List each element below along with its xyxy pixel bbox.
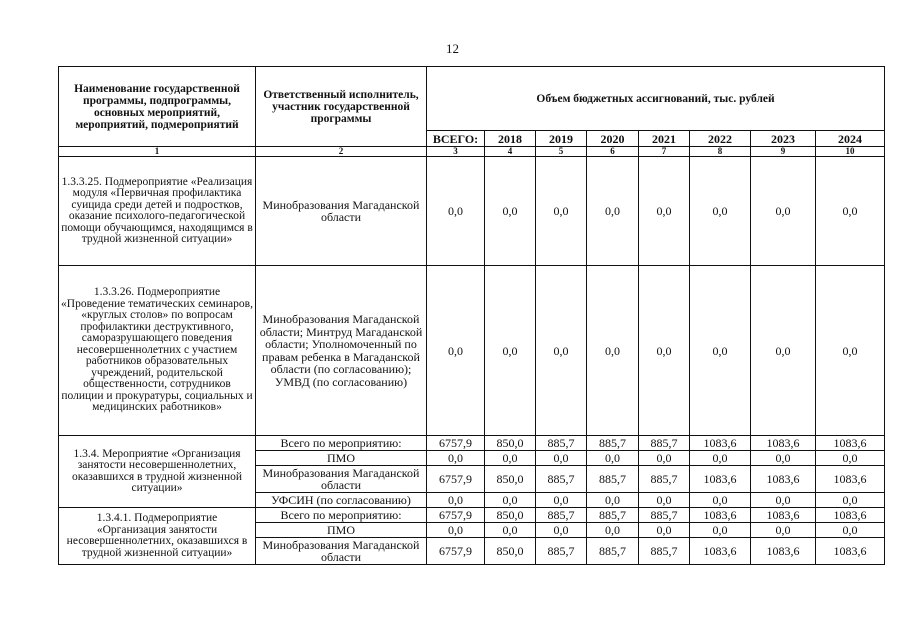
responsible-cell: УФСИН (по согласованию)	[256, 493, 427, 508]
year-value-cell: 0,0	[751, 493, 816, 508]
header-year: 2018	[485, 131, 536, 147]
year-value-cell: 0,0	[485, 266, 536, 436]
responsible-cell: Всего по мероприятию:	[256, 436, 427, 451]
table-row	[59, 266, 885, 436]
year-value-cell: 0,0	[639, 157, 690, 266]
year-value-cell: 0,0	[751, 266, 816, 436]
year-value-cell: 850,0	[485, 466, 536, 493]
year-value-cell: 0,0	[639, 451, 690, 466]
year-value-cell: 0,0	[690, 493, 751, 508]
responsible-cell: ПМО	[256, 451, 427, 466]
budget-table	[58, 66, 885, 565]
year-value-cell: 1083,6	[816, 538, 885, 565]
year-value-cell: 0,0	[751, 451, 816, 466]
year-value-cell: 1083,6	[690, 436, 751, 451]
year-value-cell: 885,7	[536, 466, 587, 493]
column-index: 7	[639, 147, 690, 157]
responsible-cell: Минобразования Магаданской области; Минтруд Магаданской области; Уполномоченный по правам ребенка в Магаданской области (по согласованию); УМВД (по согласованию)	[256, 266, 427, 436]
column-index: 6	[587, 147, 639, 157]
table-row	[59, 508, 885, 523]
year-value-cell: 0,0	[690, 451, 751, 466]
year-value-cell: 885,7	[587, 508, 639, 523]
header-name-column: Наименование государственной программы, подпрограммы, основных мероприятий, мероприятий, подмероприятий	[59, 67, 256, 147]
total-value-cell: 0,0	[427, 523, 485, 538]
column-index: 9	[751, 147, 816, 157]
year-value-cell: 0,0	[485, 157, 536, 266]
year-value-cell: 0,0	[587, 451, 639, 466]
year-value-cell: 885,7	[536, 436, 587, 451]
year-value-cell: 885,7	[536, 538, 587, 565]
year-value-cell: 0,0	[751, 523, 816, 538]
header-year-total: ВСЕГО:	[427, 131, 485, 147]
year-value-cell: 0,0	[816, 266, 885, 436]
header-responsible-column: Ответственный исполнитель, участник государственной программы	[256, 67, 427, 147]
column-index: 1	[59, 147, 256, 157]
column-index: 4	[485, 147, 536, 157]
year-value-cell: 1083,6	[690, 466, 751, 493]
year-value-cell: 885,7	[639, 466, 690, 493]
year-value-cell: 0,0	[485, 493, 536, 508]
year-value-cell: 1083,6	[690, 538, 751, 565]
year-value-cell: 1083,6	[816, 436, 885, 451]
header-year: 2020	[587, 131, 639, 147]
activity-name-cell: 1.3.4. Мероприятие «Организация занятости несовершеннолетних, оказавшихся в трудной жизненной ситуации»	[59, 436, 256, 508]
responsible-cell: Минобразования Магаданской области	[256, 466, 427, 493]
year-value-cell: 0,0	[690, 157, 751, 266]
header-year: 2019	[536, 131, 587, 147]
year-value-cell: 0,0	[587, 266, 639, 436]
table-row	[59, 436, 885, 451]
year-value-cell: 1083,6	[816, 508, 885, 523]
header-year: 2023	[751, 131, 816, 147]
column-index: 8	[690, 147, 751, 157]
year-value-cell: 1083,6	[751, 508, 816, 523]
year-value-cell: 0,0	[536, 451, 587, 466]
activity-name-cell: 1.3.3.25. Подмероприятие «Реализация модуля «Первичная профилактика суицида среди детей и подростков, оказание психолого-педагогической помощи обучающимся, находящимся в трудной жизненной ситуации»	[59, 157, 256, 266]
header-year: 2021	[639, 131, 690, 147]
year-value-cell: 0,0	[536, 266, 587, 436]
activity-name-cell: 1.3.4.1. Подмероприятие «Организация занятости несовершеннолетних, оказавшихся в трудной жизненной ситуации»	[59, 508, 256, 565]
header-budget-column: Объем бюджетных ассигнований, тыс. рублей	[427, 67, 885, 131]
year-value-cell: 885,7	[536, 508, 587, 523]
total-value-cell: 0,0	[427, 266, 485, 436]
year-value-cell: 0,0	[690, 266, 751, 436]
year-value-cell: 850,0	[485, 538, 536, 565]
responsible-cell: Минобразования Магаданской области	[256, 157, 427, 266]
year-value-cell: 0,0	[536, 493, 587, 508]
year-value-cell: 0,0	[816, 157, 885, 266]
year-value-cell: 0,0	[751, 157, 816, 266]
activity-name-cell: 1.3.3.26. Подмероприятие «Проведение тематических семинаров, «круглых столов» по вопросам профилактики деструктивного, саморазрушающего поведения несовершеннолетних с участием работников образовательных учреждений, родительской общественности, сотрудников полиции и прокуратуры, социальных и медицинских работников»	[59, 266, 256, 436]
total-value-cell: 0,0	[427, 493, 485, 508]
total-value-cell: 6757,9	[427, 466, 485, 493]
year-value-cell: 885,7	[587, 466, 639, 493]
total-value-cell: 0,0	[427, 451, 485, 466]
page-number: 12	[446, 41, 459, 56]
column-index: 3	[427, 147, 485, 157]
year-value-cell: 885,7	[587, 538, 639, 565]
year-value-cell: 1083,6	[690, 508, 751, 523]
year-value-cell: 1083,6	[751, 436, 816, 451]
year-value-cell: 0,0	[639, 266, 690, 436]
total-value-cell: 6757,9	[427, 508, 485, 523]
year-value-cell: 1083,6	[751, 466, 816, 493]
year-value-cell: 885,7	[639, 508, 690, 523]
column-index: 10	[816, 147, 885, 157]
year-value-cell: 0,0	[485, 451, 536, 466]
year-value-cell: 0,0	[639, 493, 690, 508]
year-value-cell: 0,0	[485, 523, 536, 538]
total-value-cell: 0,0	[427, 157, 485, 266]
year-value-cell: 0,0	[587, 157, 639, 266]
year-value-cell: 1083,6	[816, 466, 885, 493]
year-value-cell: 0,0	[690, 523, 751, 538]
year-value-cell: 0,0	[816, 451, 885, 466]
year-value-cell: 0,0	[816, 493, 885, 508]
header-year: 2022	[690, 131, 751, 147]
column-index: 5	[536, 147, 587, 157]
year-value-cell: 885,7	[587, 436, 639, 451]
year-value-cell: 0,0	[639, 523, 690, 538]
year-value-cell: 0,0	[587, 523, 639, 538]
year-value-cell: 0,0	[816, 523, 885, 538]
year-value-cell: 0,0	[536, 157, 587, 266]
year-value-cell: 1083,6	[751, 538, 816, 565]
year-value-cell: 885,7	[639, 538, 690, 565]
responsible-cell: ПМО	[256, 523, 427, 538]
year-value-cell: 0,0	[587, 493, 639, 508]
total-value-cell: 6757,9	[427, 436, 485, 451]
year-value-cell: 850,0	[485, 508, 536, 523]
year-value-cell: 850,0	[485, 436, 536, 451]
header-year: 2024	[816, 131, 885, 147]
table-row	[59, 157, 885, 266]
year-value-cell: 0,0	[536, 523, 587, 538]
responsible-cell: Всего по мероприятию:	[256, 508, 427, 523]
column-index: 2	[256, 147, 427, 157]
total-value-cell: 6757,9	[427, 538, 485, 565]
year-value-cell: 885,7	[639, 436, 690, 451]
responsible-cell: Минобразования Магаданской области	[256, 538, 427, 565]
